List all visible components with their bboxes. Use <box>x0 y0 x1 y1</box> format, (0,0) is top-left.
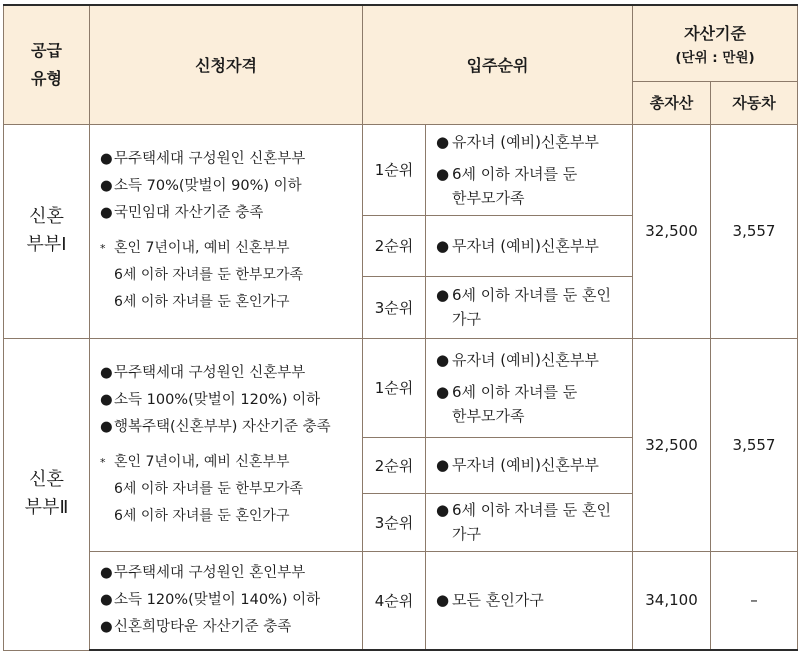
order-text: 무자녀 (예비)신혼부부 <box>452 456 599 474</box>
rank-detail <box>426 551 633 650</box>
order-text: 모든 혼인가구 <box>452 591 544 610</box>
note-text: 혼인 7년이내, 예비 신혼부부 <box>114 240 290 256</box>
list-item <box>100 414 358 441</box>
car-value: 3,557 <box>711 338 798 551</box>
rank-label: 3순위 <box>363 493 426 551</box>
header-move-in-order: 입주순위 <box>363 5 633 124</box>
qualification-text: 행복주택(신혼부부) 자산기준 충족 <box>114 418 331 435</box>
rank-detail <box>426 215 633 276</box>
qualification-text: 소득 120%(맞벌이 140%) 이하 <box>114 591 321 608</box>
note-text: 6세 이하 자녀를 둔 혼인가구 <box>114 294 290 310</box>
qualification-text: 소득 100%(맞벌이 120%) 이하 <box>114 391 321 408</box>
list-item <box>436 162 626 210</box>
list-item <box>436 283 626 331</box>
rank-label: 4순위 <box>363 551 426 650</box>
bullet-icon: ● <box>100 151 113 167</box>
list-item <box>436 130 626 154</box>
qualification-text: 신혼희망타운 자산기준 충족 <box>114 618 292 635</box>
rank-detail <box>426 338 633 437</box>
rank-label: 2순위 <box>363 215 426 276</box>
rank-detail <box>426 124 633 215</box>
bullet-icon: ● <box>100 391 113 408</box>
note-mark: * <box>100 455 106 469</box>
header-total-assets: 총자산 <box>633 81 711 124</box>
list-item <box>436 588 626 612</box>
note-text: 6세 이하 자녀를 둔 혼인가구 <box>114 507 290 524</box>
asset-unit-label: (단위 : 만원) <box>675 49 755 66</box>
note-text: 6세 이하 자녀를 둔 한부모가족 <box>114 267 303 283</box>
qualification-text: 국민임대 자산기준 충족 <box>114 205 264 221</box>
rank-label: 3순위 <box>363 276 426 338</box>
total-assets-value: 32,500 <box>633 124 711 338</box>
list-item <box>100 387 358 414</box>
bullet-icon: ● <box>100 418 113 435</box>
bullet-icon: ● <box>436 591 450 610</box>
note-text: 6세 이하 자녀를 둔 한부모가족 <box>114 480 303 497</box>
asset-criteria-title: 자산기준 <box>684 23 746 43</box>
car-value: 3,557 <box>711 124 798 338</box>
list-item <box>436 453 626 477</box>
bullet-icon: ● <box>100 364 113 381</box>
bullet-icon: ● <box>436 236 450 255</box>
bullet-icon: ● <box>100 591 113 608</box>
header-car: 자동차 <box>711 81 798 124</box>
supply-type-newlywed-2: 신혼 부부Ⅱ <box>4 338 90 650</box>
order-text: 무자녀 (예비)신혼부부 <box>452 236 599 255</box>
supply-type-newlywed-1: 신혼 부부Ⅰ <box>4 124 90 338</box>
list-item <box>436 380 626 428</box>
list-item <box>100 587 358 614</box>
note-mark: * <box>100 242 106 255</box>
list-item <box>436 234 626 258</box>
bullet-icon: ● <box>100 205 113 221</box>
list-item <box>100 560 358 587</box>
order-text: 6세 이하 자녀를 둔 혼인 가구 <box>452 501 612 543</box>
order-text: 6세 이하 자녀를 둔 혼인 가구 <box>452 286 612 328</box>
bullet-icon: ● <box>436 501 450 519</box>
list-item <box>100 614 358 641</box>
bullet-icon: ● <box>100 618 113 635</box>
bullet-icon: ● <box>436 350 450 369</box>
total-assets-value: 34,100 <box>633 551 711 650</box>
qualification-cell <box>90 124 363 338</box>
qualification-text: 무주택세대 구성원인 신혼부부 <box>114 151 306 167</box>
total-assets-value: 32,500 <box>633 338 711 551</box>
list-item <box>100 146 358 173</box>
eligibility-note <box>100 235 358 316</box>
bullet-icon: ● <box>436 286 450 304</box>
list-item <box>100 360 358 387</box>
order-text: 유자녀 (예비)신혼부부 <box>452 350 599 369</box>
qualification-text: 무주택세대 구성원인 혼인부부 <box>114 564 306 581</box>
header-asset-criteria <box>633 5 798 81</box>
list-item <box>100 200 358 227</box>
table-row <box>4 338 798 437</box>
bullet-icon: ● <box>100 178 113 194</box>
header-supply-type: 공급 유형 <box>4 5 90 124</box>
bullet-icon: ● <box>436 164 450 183</box>
qualification-cell <box>90 338 363 551</box>
bullet-icon: ● <box>436 132 450 151</box>
rank-detail <box>426 437 633 493</box>
qualification-cell <box>90 551 363 650</box>
header-qualification: 신청자격 <box>90 5 363 124</box>
rank-detail <box>426 276 633 338</box>
housing-eligibility-table <box>3 4 798 651</box>
rank-label: 1순위 <box>363 338 426 437</box>
table-row <box>4 124 798 215</box>
list-item <box>100 173 358 200</box>
qualification-text: 소득 70%(맞벌이 90%) 이하 <box>114 178 302 194</box>
bullet-icon: ● <box>100 564 113 581</box>
rank-label: 1순위 <box>363 124 426 215</box>
eligibility-note <box>100 449 358 530</box>
bullet-icon: ● <box>436 456 450 474</box>
order-text: 6세 이하 자녀를 둔 한부모가족 <box>452 164 578 207</box>
order-text: 6세 이하 자녀를 둔 한부모가족 <box>452 382 578 425</box>
table-row <box>4 551 798 650</box>
list-item <box>436 348 626 372</box>
list-item <box>436 498 626 546</box>
order-text: 유자녀 (예비)신혼부부 <box>452 132 599 151</box>
bullet-icon: ● <box>436 382 450 401</box>
note-text: 혼인 7년이내, 예비 신혼부부 <box>114 453 290 470</box>
car-value: – <box>711 551 798 650</box>
rank-detail <box>426 493 633 551</box>
rank-label: 2순위 <box>363 437 426 493</box>
qualification-text: 무주택세대 구성원인 신혼부부 <box>114 364 306 381</box>
